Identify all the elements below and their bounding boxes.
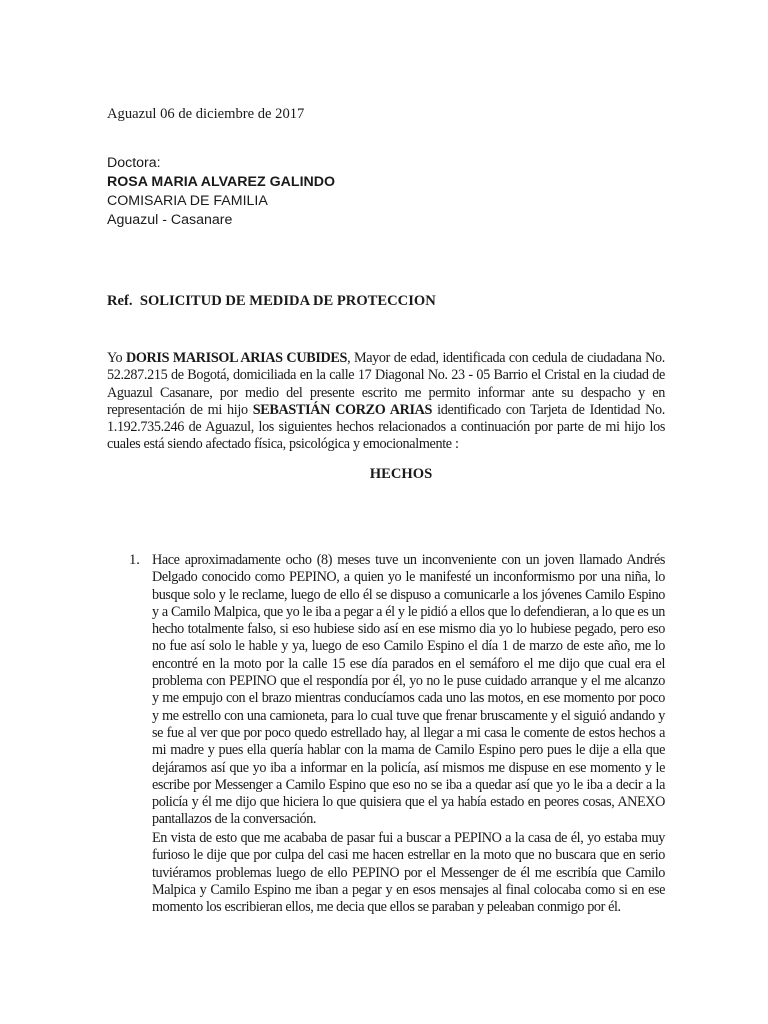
- recipient-salutation: Doctora:: [107, 155, 161, 171]
- son-name: SEBASTIÁN CORZO ARIAS: [252, 401, 433, 418]
- intro-part1: , Mayor de edad, identificada con cedula de ciudadana No. 52.287.215 de Bogotá, domiciliada en la calle 17 Diagonal No. 23 - 05 Barrio el Cristal en la ciudad de Aguazul Casanare, por medio del presente escrito me permito informar ante su despacho y en representación de mi hijo: [107, 350, 665, 418]
- intro-paragraph: [107, 350, 665, 454]
- list-item-number: 1.: [129, 552, 140, 568]
- list-item-paragraph: Hace aproximadamente ocho (8) meses tuve un inconveniente con un joven llamado Andrés Delgado conocido como PEPINO, a quien yo le manifesté un inconformismo por una niña, lo busque solo y le reclame, luego de ello él se dispuso a comunicarle a los jóvenes Camilo Espino y a Camilo Malpica, que yo le iba a pegar a él y le pidió a ellos que lo defendieran, a lo que es un hecho totalmente falso, si eso hubiese sido así en ese mismo dia yo lo hubiese pegado, pero eso no fue así solo le hable y ya, luego de eso Camilo Espino el día 1 de marzo de este año, me lo encontré en la moto por la calle 15 ese día parados en el semáforo el me dijo que cual era el problema con PEPINO que el respondía por él, yo no le puse cuidado arranque y el me alcanzo y me empujo con el brazo mientras conducíamos cada uno las motos, en ese momento por poco y me estrello con una camioneta, para lo cual tuve que frenar bruscamente y el siguió andando y se fue al ver que por poco quedo estrellado hay, al llegar a mi casa le comente de estos hechos a mi madre y pues ella quería hablar con la mama de Camilo Espino pero pues le dije a ella que dejáramos así que yo iba a informar en la policía, así mismos me dispuse en ese momento y le escribe por Messenger a Camilo Espino que eso no se iba a quedar así que yo le iba a decir a la policía y él me dijo que hiciera lo que quisiera que el ya había estado en peores cosas, ANEXO pantallazos de la conversación.: [152, 552, 665, 828]
- recipient-city: Aguazul - Casanare: [107, 212, 233, 228]
- intro-yo: Yo: [107, 350, 126, 366]
- recipient-block: [107, 154, 335, 230]
- reference-line: Ref. SOLICITUD DE MEDIDA DE PROTECCION: [107, 293, 436, 309]
- recipient-office: COMISARIA DE FAMILIA: [107, 193, 268, 209]
- letter-date: Aguazul 06 de diciembre de 2017: [107, 106, 305, 122]
- section-heading: HECHOS: [369, 466, 433, 482]
- recipient-name: ROSA MARIA ALVAREZ GALINDO: [107, 174, 336, 190]
- list-item-paragraph-continued: En vista de esto que me acababa de pasar fui a buscar a PEPINO a la casa de él, yo estaba muy furioso le dije que por culpa del casi me hacen estrellar en la moto que no buscara que en serio tuviéramos problemas luego de ello PEPINO por el Messenger de él me escribía que Camilo Malpica y Camilo Espino me iban a pegar y en esos mensajes al final colocaba como si en ese momento los escribieran ellos, me decia que ellos se paraban y peleaban conmigo por él.: [152, 830, 665, 916]
- intro-part2: identificado con Tarjeta de Identidad No. 1.192.735.246 de Aguazul, los siguientes hechos relacionados a continuación por parte de mi hijo los cuales está siendo afectado física, psicológica y emocionalmente :: [107, 401, 665, 453]
- sender-name: DORIS MARISOL ARIAS CUBIDES: [125, 350, 348, 366]
